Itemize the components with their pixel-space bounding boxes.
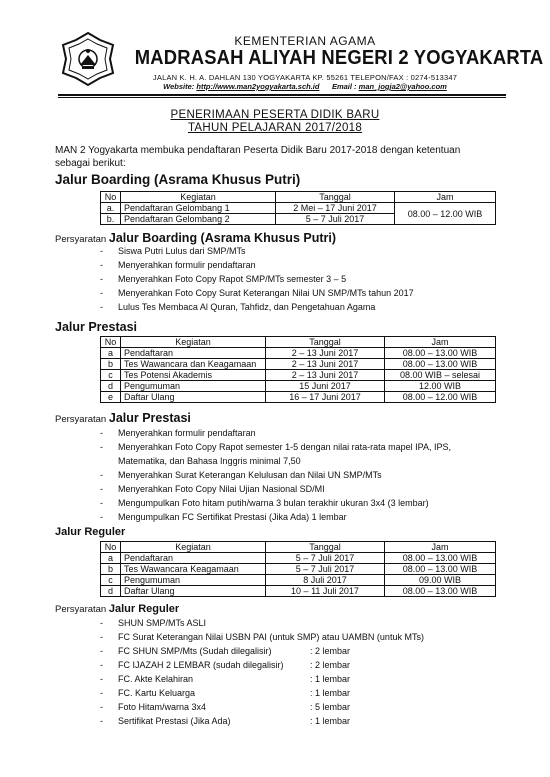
cell-jam: 08.00 – 13.00 WIB xyxy=(385,348,496,359)
list-item-text: Sertifikat Prestasi (Jika Ada) xyxy=(118,716,231,726)
cell-jam: 08.00 – 12.00 WIB xyxy=(385,392,496,403)
col-tanggal: Tanggal xyxy=(276,192,395,203)
boarding-requirements-list xyxy=(100,244,414,314)
cell-tanggal: 2 – 13 Juni 2017 xyxy=(266,370,385,381)
cell-no: d xyxy=(101,381,121,392)
cell-tanggal: 2 – 13 Juni 2017 xyxy=(266,348,385,359)
list-item: - Menyerahkan Foto Copy Surat Keterangan Nilai UN SMP/MTs tahun 2017 xyxy=(100,286,414,300)
list-item: - Menyerahkan formulir pendaftaran xyxy=(100,258,414,272)
reguler-requirements-list xyxy=(100,616,424,728)
letterhead-rule-thin xyxy=(58,97,506,98)
list-item-continued xyxy=(100,454,451,468)
list-item-text: Matematika, dan Bahasa Inggris minimal 7,50 xyxy=(118,456,301,466)
list-item-text: FC SHUN SMP/Mts (Sudah dilegalisir) xyxy=(118,646,272,656)
website-link[interactable]: http://www.man2yogyakarta.sch.id xyxy=(196,82,320,91)
list-item-value: : 5 lembar xyxy=(310,702,351,712)
cell-tanggal: 5 – 7 Juli 2017 xyxy=(266,564,385,575)
prestasi-requirements-list xyxy=(100,426,451,524)
cell-no: c xyxy=(101,370,121,381)
prestasi-table xyxy=(100,336,496,403)
cell-no: b xyxy=(101,359,121,370)
list-item: - Menyerahkan Foto Copy Rapot SMP/MTs semester 3 – 5 xyxy=(100,272,414,286)
cell-no: a. xyxy=(101,203,121,214)
table-row xyxy=(101,359,496,370)
list-item: - Mengumpulkan Foto hitam putih/warna 3 bulan terakhir ukuran 3x4 (3 lembar) xyxy=(100,496,451,510)
cell-kegiatan: Tes Wawancara dan Keagamaan xyxy=(121,359,266,370)
cell-tanggal: 2 Mei – 17 Juni 2017 xyxy=(276,203,395,214)
reguler-table xyxy=(100,541,496,597)
list-item-text: FC IJAZAH 2 LEMBAR (sudah dilegalisir) xyxy=(118,660,284,670)
contact-line xyxy=(120,82,490,91)
cell-jam: 09.00 WIB xyxy=(385,575,496,586)
cell-tanggal: 10 – 11 Juli 2017 xyxy=(266,586,385,597)
intro-paragraph: MAN 2 Yogyakarta membuka pendaftaran Peserta Didik Baru 2017-2018 dengan ketentuan sebagai berikut: xyxy=(55,145,461,169)
list-item xyxy=(100,714,424,728)
cell-kegiatan: Tes Wawancara Keagamaan xyxy=(121,564,266,575)
col-tanggal: Tanggal xyxy=(266,542,385,553)
table-row xyxy=(101,575,496,586)
list-item: - Mengumpulkan FC Sertifikat Prestasi (Jika Ada) 1 lembar xyxy=(100,510,451,524)
requirements-title: Jalur Boarding (Asrama Khusus Putri) xyxy=(108,231,336,245)
cell-tanggal: 5 – 7 Juli 2017 xyxy=(266,553,385,564)
email-label: Email : xyxy=(331,82,359,91)
letterhead-rule-thick xyxy=(58,94,506,96)
col-kegiatan: Kegiatan xyxy=(121,337,266,348)
col-no: No xyxy=(101,542,121,553)
cell-no: b xyxy=(101,564,121,575)
cell-kegiatan: Daftar Ulang xyxy=(121,392,266,403)
col-kegiatan: Kegiatan xyxy=(121,542,266,553)
cell-no: d xyxy=(101,586,121,597)
list-item-text: FC. Kartu Keluarga xyxy=(118,688,196,698)
reguler-requirements-heading xyxy=(55,603,179,615)
requirements-title: Jalur Prestasi xyxy=(108,411,191,425)
school-name: MADRASAH ALIYAH NEGERI 2 YOGYAKARTA xyxy=(134,47,544,69)
col-no: No xyxy=(101,192,121,203)
list-item: - Menyerahkan Foto Copy Rapot semester 1-5 dengan nilai rata-rata mapel IPA, IPS, xyxy=(100,440,451,454)
table-row xyxy=(101,586,496,597)
website-label: Website: xyxy=(163,82,197,91)
list-item-value: : 1 lembar xyxy=(310,674,351,684)
list-item xyxy=(100,658,424,672)
cell-no: b. xyxy=(101,214,121,225)
col-jam: Jam xyxy=(395,192,496,203)
cell-kegiatan: Pengumuman xyxy=(121,575,266,586)
table-row xyxy=(101,381,496,392)
cell-kegiatan: Pendaftaran Gelombang 1 xyxy=(121,203,276,214)
requirements-prefix: Persyaratan xyxy=(55,414,109,425)
list-item: - Menyerahkan formulir pendaftaran xyxy=(100,426,451,440)
reguler-heading: Jalur Reguler xyxy=(55,526,126,538)
cell-tanggal: 16 – 17 Juni 2017 xyxy=(266,392,385,403)
list-item xyxy=(100,700,424,714)
cell-no: a xyxy=(101,348,121,359)
email-link[interactable]: man_jogja2@yahoo.com xyxy=(358,82,447,91)
cell-jam: 08.00 – 13.00 WIB xyxy=(385,564,496,575)
cell-jam: 12.00 WIB xyxy=(385,381,496,392)
col-kegiatan: Kegiatan xyxy=(121,192,276,203)
school-address: JALAN K. H. A. DAHLAN 130 YOGYAKARTA KP. 55261 TELEPON/FAX : 0274-513347 xyxy=(152,73,458,82)
cell-kegiatan: Pendaftaran xyxy=(121,348,266,359)
prestasi-heading: Jalur Prestasi xyxy=(55,320,137,334)
boarding-table xyxy=(100,191,496,225)
list-item-value: : 2 lembar xyxy=(310,646,351,656)
prestasi-requirements-heading xyxy=(55,411,191,425)
list-item: - Menyerahkan Foto Copy Nilai Ujian Nasional SD/MI xyxy=(100,482,451,496)
cell-no: e xyxy=(101,392,121,403)
list-item-text: FC. Akte Kelahiran xyxy=(118,674,194,684)
boarding-heading: Jalur Boarding (Asrama Khusus Putri) xyxy=(55,172,301,187)
list-item: - Lulus Tes Membaca Al Quran, Tahfidz, dan Pengetahuan Agama xyxy=(100,300,414,314)
cell-tanggal: 8 Juli 2017 xyxy=(266,575,385,586)
cell-kegiatan: Pengumuman xyxy=(121,381,266,392)
col-no: No xyxy=(101,337,121,348)
requirements-prefix: Persyaratan xyxy=(55,604,109,615)
list-item xyxy=(100,672,424,686)
list-item xyxy=(100,616,424,630)
list-item-value: : 2 lembar xyxy=(310,660,351,670)
cell-jam: 08.00 – 13.00 WIB xyxy=(385,553,496,564)
cell-jam: 08.00 – 13.00 WIB xyxy=(385,359,496,370)
table-row xyxy=(101,553,496,564)
col-tanggal: Tanggal xyxy=(266,337,385,348)
cell-jam: 08.00 WIB – selesai xyxy=(385,370,496,381)
cell-tanggal: 2 – 13 Juni 2017 xyxy=(266,359,385,370)
list-item: - Menyerahkan Surat Keterangan Kelulusan dan Nilai UN SMP/MTs xyxy=(100,468,451,482)
requirements-prefix: Persyaratan xyxy=(55,234,109,245)
cell-kegiatan: Daftar Ulang xyxy=(121,586,266,597)
table-row xyxy=(101,348,496,359)
cell-jam: 08.00 – 12.00 WIB xyxy=(395,203,496,225)
list-item xyxy=(100,686,424,700)
requirements-title: Jalur Reguler xyxy=(108,603,180,615)
boarding-requirements-heading xyxy=(55,231,336,245)
list-item-text: SHUN SMP/MTs ASLI xyxy=(118,618,207,628)
table-row xyxy=(101,203,496,214)
cell-kegiatan: Tes Potensi Akademis xyxy=(121,370,266,381)
list-item xyxy=(100,644,424,658)
cell-tanggal: 5 – 7 Juli 2017 xyxy=(276,214,395,225)
list-item-text: FC Surat Keterangan Nilai USBN PAI (untuk SMP) atau UAMBN (untuk MTs) xyxy=(118,632,424,642)
ministry-name: KEMENTERIAN AGAMA xyxy=(234,34,376,48)
cell-kegiatan: Pendaftaran xyxy=(121,553,266,564)
list-item: - Siswa Putri Lulus dari SMP/MTs xyxy=(100,244,414,258)
list-item-value: : 1 lembar xyxy=(310,688,351,698)
table-row xyxy=(101,392,496,403)
document-subtitle: TAHUN PELAJARAN 2017/2018 xyxy=(187,122,363,134)
document-title: PENERIMAAN PESERTA DIDIK BARU xyxy=(170,109,380,121)
cell-kegiatan: Pendaftaran Gelombang 2 xyxy=(121,214,276,225)
cell-jam: 08.00 – 13.00 WIB xyxy=(385,586,496,597)
col-jam: Jam xyxy=(385,542,496,553)
cell-no: c xyxy=(101,575,121,586)
col-jam: Jam xyxy=(385,337,496,348)
ministry-emblem-logo xyxy=(60,31,116,87)
table-row xyxy=(101,564,496,575)
cell-no: a xyxy=(101,553,121,564)
list-item-value: : 1 lembar xyxy=(310,716,351,726)
cell-tanggal: 15 Juni 2017 xyxy=(266,381,385,392)
list-item xyxy=(100,630,424,644)
table-row xyxy=(101,370,496,381)
list-item-text: Foto Hitam/warna 3x4 xyxy=(118,702,207,712)
